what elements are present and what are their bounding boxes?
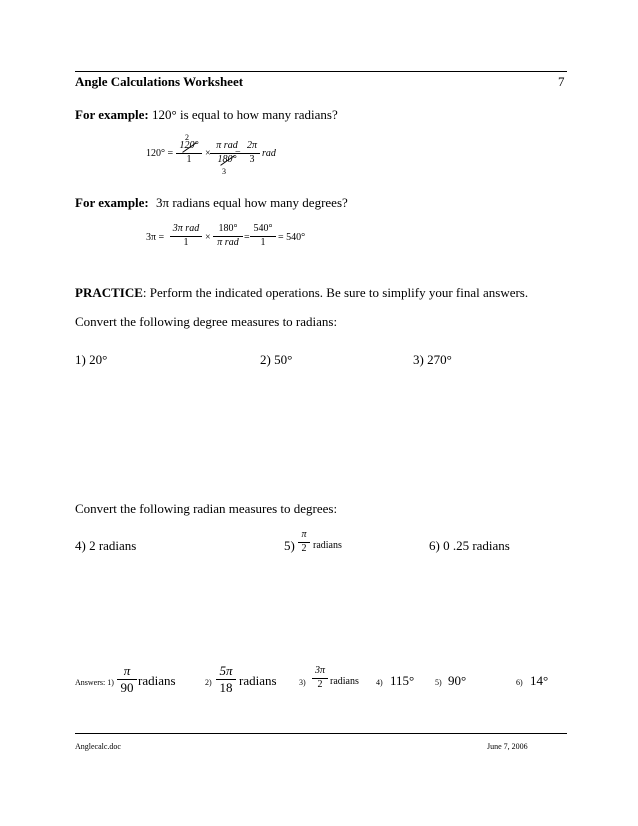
problem-2: 2) 50°: [260, 352, 293, 367]
problem-3: 3) 270°: [413, 352, 452, 367]
footer-date: June 7, 2006: [487, 742, 528, 751]
problem-4: 4) 2 radians: [75, 538, 137, 553]
answer-4-value: 115°: [390, 673, 415, 688]
example2-lhs: 3π =: [146, 232, 165, 243]
example2-prefix: For example:: [75, 195, 149, 210]
answer-1-fraction: [117, 664, 137, 694]
example2-f1-num: 3π rad: [172, 223, 200, 234]
example2-fraction-3: [250, 224, 276, 248]
problem-5-unit: radians: [313, 540, 342, 551]
practice-label: PRACTICE: [75, 285, 143, 300]
example1-fraction-1: [176, 141, 202, 165]
problem-5-fraction: [298, 530, 310, 554]
answer-3-unit: radians: [330, 676, 359, 687]
example1-fraction-3: [244, 141, 260, 165]
answer-3-label: 3): [299, 678, 306, 687]
example2-f3-num: 540°: [250, 224, 276, 237]
example2-f2-num: 180°: [213, 224, 243, 237]
problem-5-label: 5): [284, 538, 295, 553]
example1-cancel-top: 2: [185, 133, 189, 142]
practice-instruction: : Perform the indicated operations. Be sure to simplify your final answers.: [142, 285, 529, 300]
answer-3-fraction: [312, 666, 328, 690]
example1-f2-den: 180°: [217, 153, 237, 165]
answer-3-den: 2: [317, 678, 323, 690]
header-rule: [75, 71, 567, 72]
example1-f2-num: π rad: [216, 140, 238, 151]
example2-f1-den: 1: [183, 236, 189, 248]
example2-result: = 540°: [278, 232, 306, 243]
example1-f1-num: 120°: [179, 140, 199, 151]
example1-unit: [262, 148, 276, 159]
deg-to-rad-heading: Convert the following degree measures to radians:: [75, 314, 338, 329]
example2-line: [75, 195, 348, 211]
worksheet-title: Angle Calculations Worksheet: [75, 74, 244, 89]
example2-fraction-1: [170, 224, 202, 248]
footer-filename: Anglecalc.doc: [75, 742, 121, 751]
example1-equals: =: [235, 148, 241, 159]
example2-fraction-2: [213, 224, 243, 248]
answers-label: Answers: 1): [75, 678, 114, 687]
example1-line: [75, 107, 338, 123]
answer-4-label: 4): [376, 678, 383, 687]
answer-2-fraction: [216, 664, 236, 694]
problem-6: 6) 0 .25 radians: [429, 538, 510, 553]
example1-f3-den: 3: [249, 153, 255, 165]
answer-2-label: 2): [205, 678, 212, 687]
answer-3-num: 3π: [314, 665, 325, 676]
answer-5-value: 90°: [448, 673, 467, 688]
example2-f2-den: π rad: [217, 236, 239, 248]
example2-f3-den: 1: [260, 236, 266, 248]
problem-5-den: 2: [301, 542, 307, 554]
rad-to-deg-heading: Convert the following radian measures to degrees:: [75, 501, 338, 516]
example2-question: 3π radians equal how many degrees?: [156, 195, 348, 210]
example1-f1-den: 1: [186, 153, 192, 165]
example1-times: ×: [205, 148, 211, 159]
example1-cancel-bottom: 3: [222, 167, 226, 176]
example1-unit-text: rad: [262, 148, 276, 159]
problem-1: 1) 20°: [75, 352, 108, 367]
example1-lhs: 120° =: [146, 148, 174, 159]
answer-2-num: 5π: [219, 663, 233, 678]
example2-equals: =: [244, 232, 250, 243]
answer-2-unit: radians: [239, 673, 277, 688]
footer-rule: [75, 733, 567, 734]
answer-5-label: 5): [435, 678, 442, 687]
answer-2-den: 18: [219, 679, 233, 695]
practice-line: [75, 285, 528, 301]
answer-1-den: 90: [120, 679, 134, 695]
example1-prefix: For example:: [75, 107, 149, 122]
page-number: 7: [558, 74, 565, 89]
answer-6-value: 14°: [530, 673, 549, 688]
example2-times: ×: [205, 232, 211, 243]
answer-6-label: 6): [516, 678, 523, 687]
example1-f3-num: 2π: [246, 140, 257, 151]
example1-question: 120° is equal to how many radians?: [152, 107, 338, 122]
answer-1-unit: radians: [138, 673, 176, 688]
problem-5-num: π: [301, 529, 307, 540]
answer-1-num: π: [123, 663, 131, 678]
